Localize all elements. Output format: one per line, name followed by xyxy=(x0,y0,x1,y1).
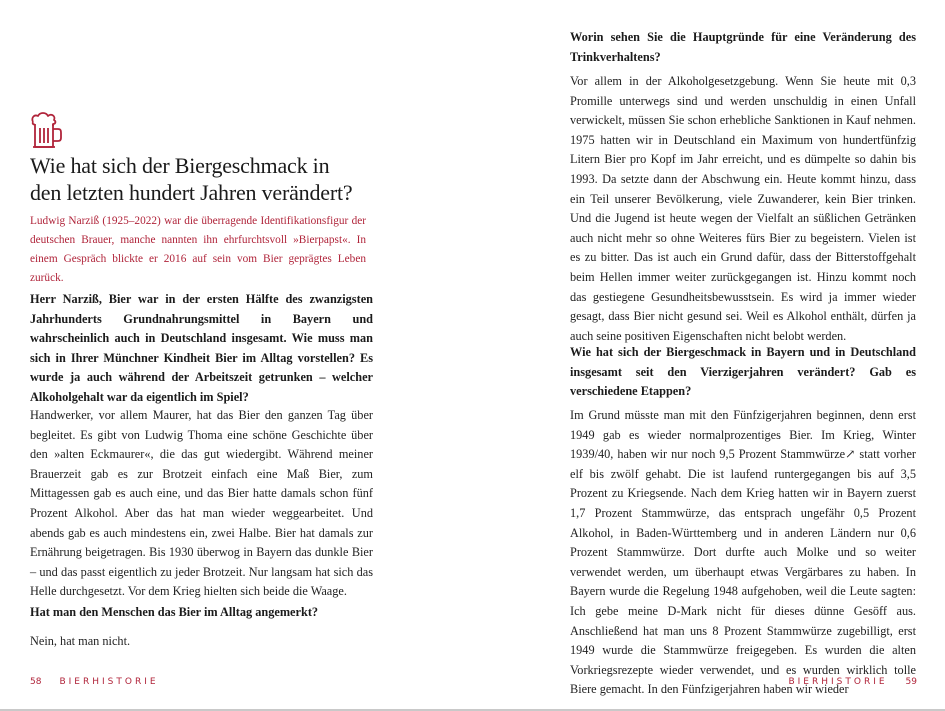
right-footer xyxy=(788,677,917,687)
right-question-2: Wie hat sich der Biergeschmack in Bayern und in Deutschland insgesamt seit den Vierzigerjahren verändert? Gab es verschiedene Etappen? xyxy=(570,345,916,399)
page-number: 58 xyxy=(30,677,42,687)
left-answer-2: Nein, hat man nicht. xyxy=(30,634,131,648)
left-question-1: Herr Narziß, Bier war in der ersten Hälfte des zwanzigsten Jahrhunderts Grundnahrungsmittel in Bayern und wahrscheinlich auch in Deutschland insgesamt. Wie muss man sich in Ihrer Münchner Kindheit Bier im Alltag vorstellen? Es wurde ja auch während der Arbeitszeit getrunken – welcher Alkoholgehalt war da eigentlich im Spiel? xyxy=(30,292,373,404)
section-title: BIERHISTORIE xyxy=(788,677,888,687)
article-intro: Ludwig Narziß (1925–2022) war die überragende Identifikationsfigur der deutschen Brauer, manche nannten ihn ehrfurchtsvoll »Bierpapst«. In einem Gespräch blickte er 2016 auf sein vom Bier geprägtes Leben zurück. xyxy=(30,215,366,284)
article-title: Wie hat sich der Biergeschmack in den letzten hundert Jahren verändert? xyxy=(30,153,353,205)
left-answer-1: Handwerker, vor allem Maurer, hat das Bier den ganzen Tag über begleitet. Es gibt von Ludwig Thoma eine schöne Geschichte über den »alten Eckmaurer«, die das gut wiedergibt. Während meiner Brauerzeit gab es zur Brotzeit einfach eine Maß Bier, zum Mittagessen gab es auch eine, und das Bier hatte damals schon fünf Prozent Alkohol. Aber das hat man wieder weggearbeitet. Und abends gab es auch mindestens ein, zwei Halbe. Bier hat damals zur Ernährung beigetragen. Bis 1930 überwog in Bayern das dunkle Bier – und das passt eigentlich zu jeder Brotzeit. Nur langsam hat sich das Helle durchgesetzt. Vor dem Krieg hielten sich beide die Waage. xyxy=(30,408,373,599)
right-answer-2: Im Grund müsste man mit den Fünfzigerjahren beginnen, denn erst 1949 gab es wieder normalprozentiges Bier. Im Krieg, Winter 1939/40, haben wir nur noch 9,5 Prozent Stammwürze↗ statt vorher elf bis zwölf gehabt. Die ist laufend runtergegangen bis auf 3,5 Prozent zu Kriegsende. Nach dem Krieg hatten wir in Bayern zuerst 1,7 Prozent Stammwürze, das entsprach ungefähr 0,5 Prozent Alkohol, in Baden-Württemberg und in anderen Ländern nur 0,6 Prozent Stammwürze. Dort durfte auch Molke und so weiter verwendet werden, um überhaupt etwas Vergärbares zu haben. In Bayern wurde die Regelung 1948 aufgehoben, weil die Leute sagten: Ich gebe meine D-Mark nicht für dieses dünne Gesöff aus. Anschließend hat man uns 8 Prozent Stammwürze zugebilligt, erst 1949 wurde die Stammwürze freigegeben. Es wurden die alten Vorkriegsrezepte wieder verwendet, und es wurden wirklich tolle Biere gemacht. In den Fünfzigerjahren haben wir wieder xyxy=(570,408,916,697)
right-question-1: Worin sehen Sie die Hauptgründe für eine Veränderung des Trinkverhaltens? xyxy=(570,30,916,64)
beer-mug-icon xyxy=(29,112,63,150)
right-answer-1: Vor allem in der Alkoholgesetzgebung. Wenn Sie heute mit 0,3 Promille unterwegs sind und werden unschuldig in einen Unfall verwickelt, müssen Sie schon erhebliche Sanktionen in Kauf nehmen. 1975 hatten wir in Deutschland ein Maximum von hundertfünfzig Litern Bier pro Kopf im Jahr erreicht, und es dümpelte so dahin bis 1993. Da setzte dann der Abschwung ein. Heute kommt hinzu, dass ein Teil unserer Bevölkerung, viele Zuwanderer, kein Bier trinken. Und die Jugend ist heute wegen der Vielfalt an süßlichen Getränken auch nicht mehr so ohne Weiteres fürs Bier zu begeistern. Vielen ist es zu bitter. Das ist auch ein Grund dafür, dass der Bitterstoffgehalt beim Hellen immer weiter zurückgegangen ist. Hinzu kommt noch das gestiegene Gesundheitsbewusstsein. Es wird ja immer wieder gesagt, dass Bier nicht gesund sei. Weil es Alkohol enthält, dürfen ja auch seine positiven Eigenschaften nicht belobt werden. xyxy=(570,74,916,343)
left-question-2: Hat man den Menschen das Bier im Alltag angemerkt? xyxy=(30,605,319,619)
left-footer xyxy=(30,677,159,687)
page-number: 59 xyxy=(905,677,917,687)
section-title: BIERHISTORIE xyxy=(59,677,159,687)
